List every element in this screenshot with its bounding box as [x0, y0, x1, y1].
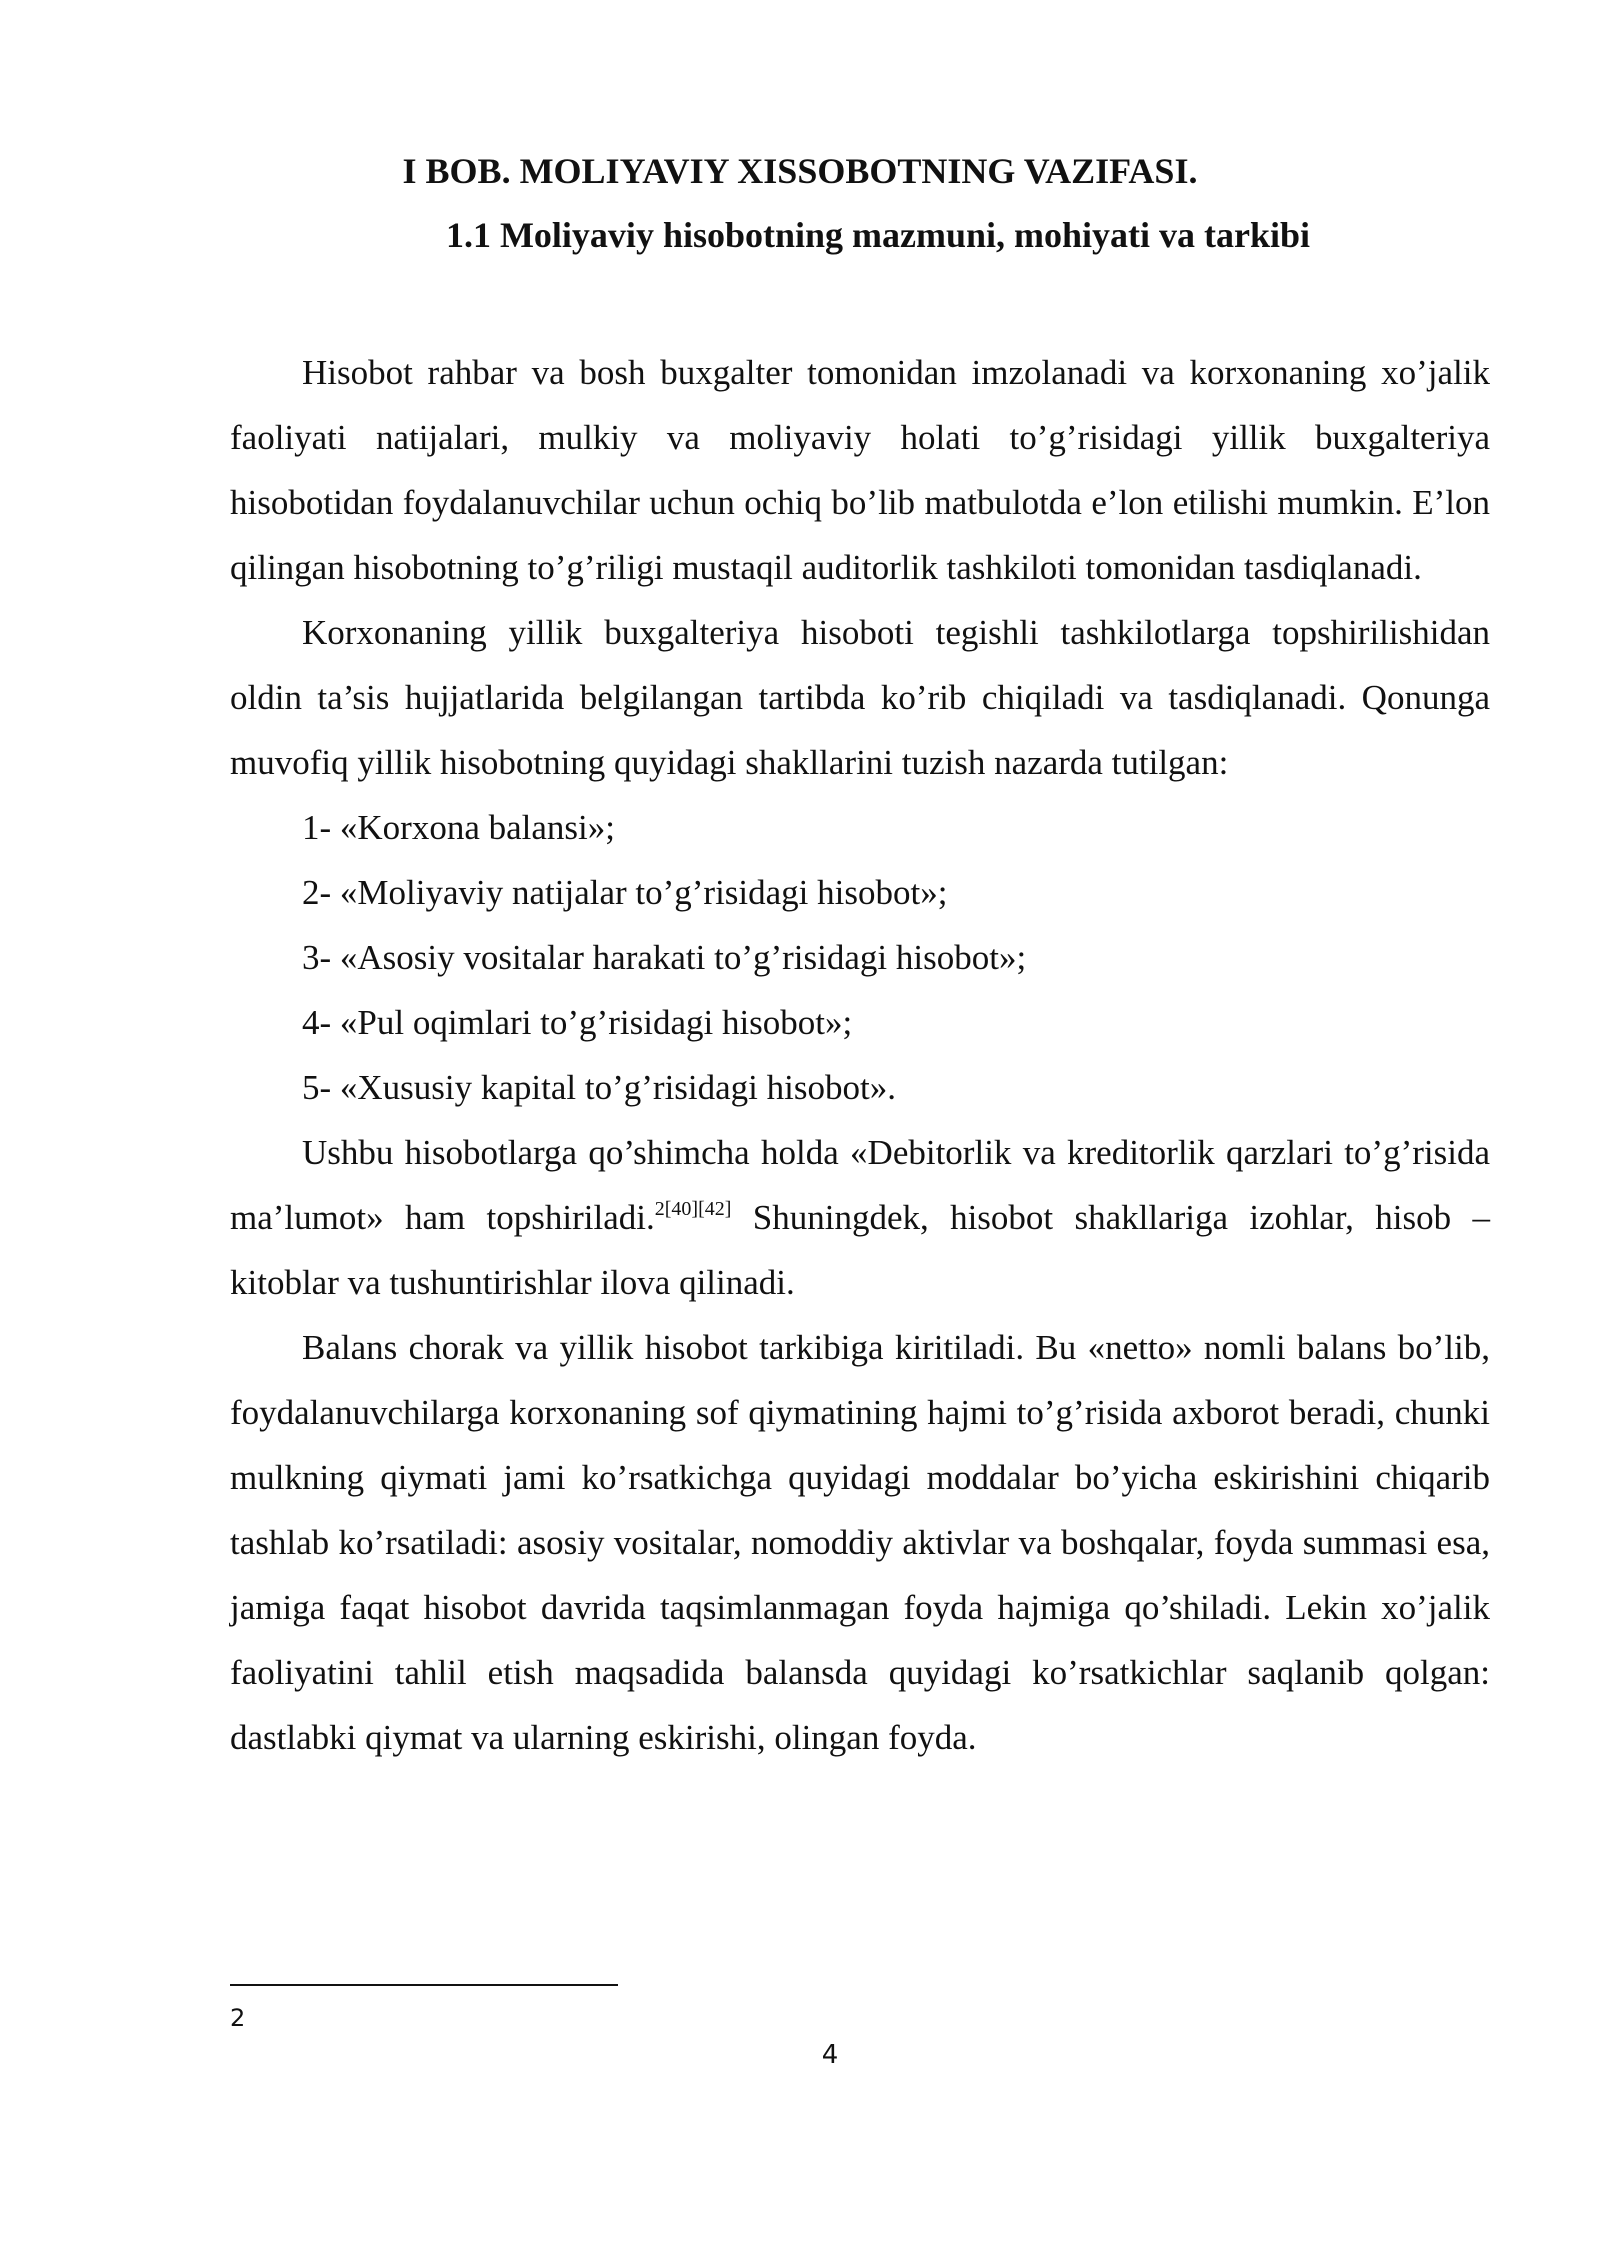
list-item: 4- «Pul oqimlari to’g’risidagi hisobot»;	[302, 1003, 853, 1042]
chapter-title: I BOB. MOLIYAVIY XISSOBOTNING VAZIFASI.	[402, 151, 1198, 191]
footnote-separator	[230, 1984, 618, 1986]
footnote-number: 2	[230, 2004, 246, 2032]
list-item: 5- «Xususiy kapital to’g’risidagi hisobot».	[302, 1068, 896, 1107]
paragraph-2: Korxonaning yillik buxgalteriya hisoboti tegishli tashkilotlarga topshirilishidan oldin ta’sis hujjatlarida belgilangan tartibda ko’rib chiqiladi va tasdiqlanadi. Qonunga muvofiq yillik hisobotning quyidagi shakllarini tuzish nazarda tutilgan:	[230, 613, 1490, 782]
body-text	[230, 340, 1490, 1770]
paragraph-3-text-b: Shuningdek, hisobot shakllariga izohlar, hisob – kitoblar va tushuntirishlar ilova qilinadi.	[230, 1198, 1490, 1302]
paragraph-4: Balans chorak va yillik hisobot tarkibiga kiritiladi. Bu «netto» nomli balans bo’lib, foydalanuvchilarga korxonaning sof qiymatining hajmi to’g’risida axborot beradi, chunki mulkning qiymati jami ko’rsatkichga quyidagi moddalar bo’yicha eskirishini chiqarib tashlab ko’rsatiladi: asosiy vositalar, nomoddiy aktivlar va boshqalar, foyda summasi esa, jamiga faqat hisobot davrida taqsimlanmagan foyda hajmiga qo’shiladi. Lekin xo’jalik faoliyatini tahlil etish maqsadida balansda quyidagi ko’rsatkichlar saqlanib qolgan: dastlabki qiymat va ularning eskirishi, olingan foyda.	[230, 1328, 1490, 1757]
paragraph-3	[230, 1120, 1490, 1315]
list-item: 3- «Asosiy vositalar harakati to’g’risidagi hisobot»;	[302, 938, 1027, 977]
footnote-reference[interactable]: 2[40][42]	[654, 1198, 732, 1220]
page-number: 4	[821, 2040, 839, 2070]
paragraph-3-text-a: Ushbu hisobotlarga qo’shimcha holda «Debitorlik va kreditorlik qarzlari to’g’risida ma’lumot» ham topshiriladi.	[230, 1133, 1490, 1237]
list-item: 1- «Korxona balansi»;	[302, 808, 615, 847]
list-item: 2- «Moliyaviy natijalar to’g’risidagi hisobot»;	[302, 873, 948, 912]
section-title: 1.1 Moliyaviy hisobotning mazmuni, mohiyati va tarkibi	[445, 215, 1311, 255]
paragraph-1: Hisobot rahbar va bosh buxgalter tomonidan imzolanadi va korxonaning xo’jalik faoliyati natijalari, mulkiy va moliyaviy holati to’g’risidagi yillik buxgalteriya hisobotidan foydalanuvchilar uchun ochiq bo’lib matbulotda e’lon etilishi mumkin. E’lon qilingan hisobotning to’g’riligi mustaqil auditorlik tashkiloti tomonidan tasdiqlanadi.	[230, 353, 1490, 587]
